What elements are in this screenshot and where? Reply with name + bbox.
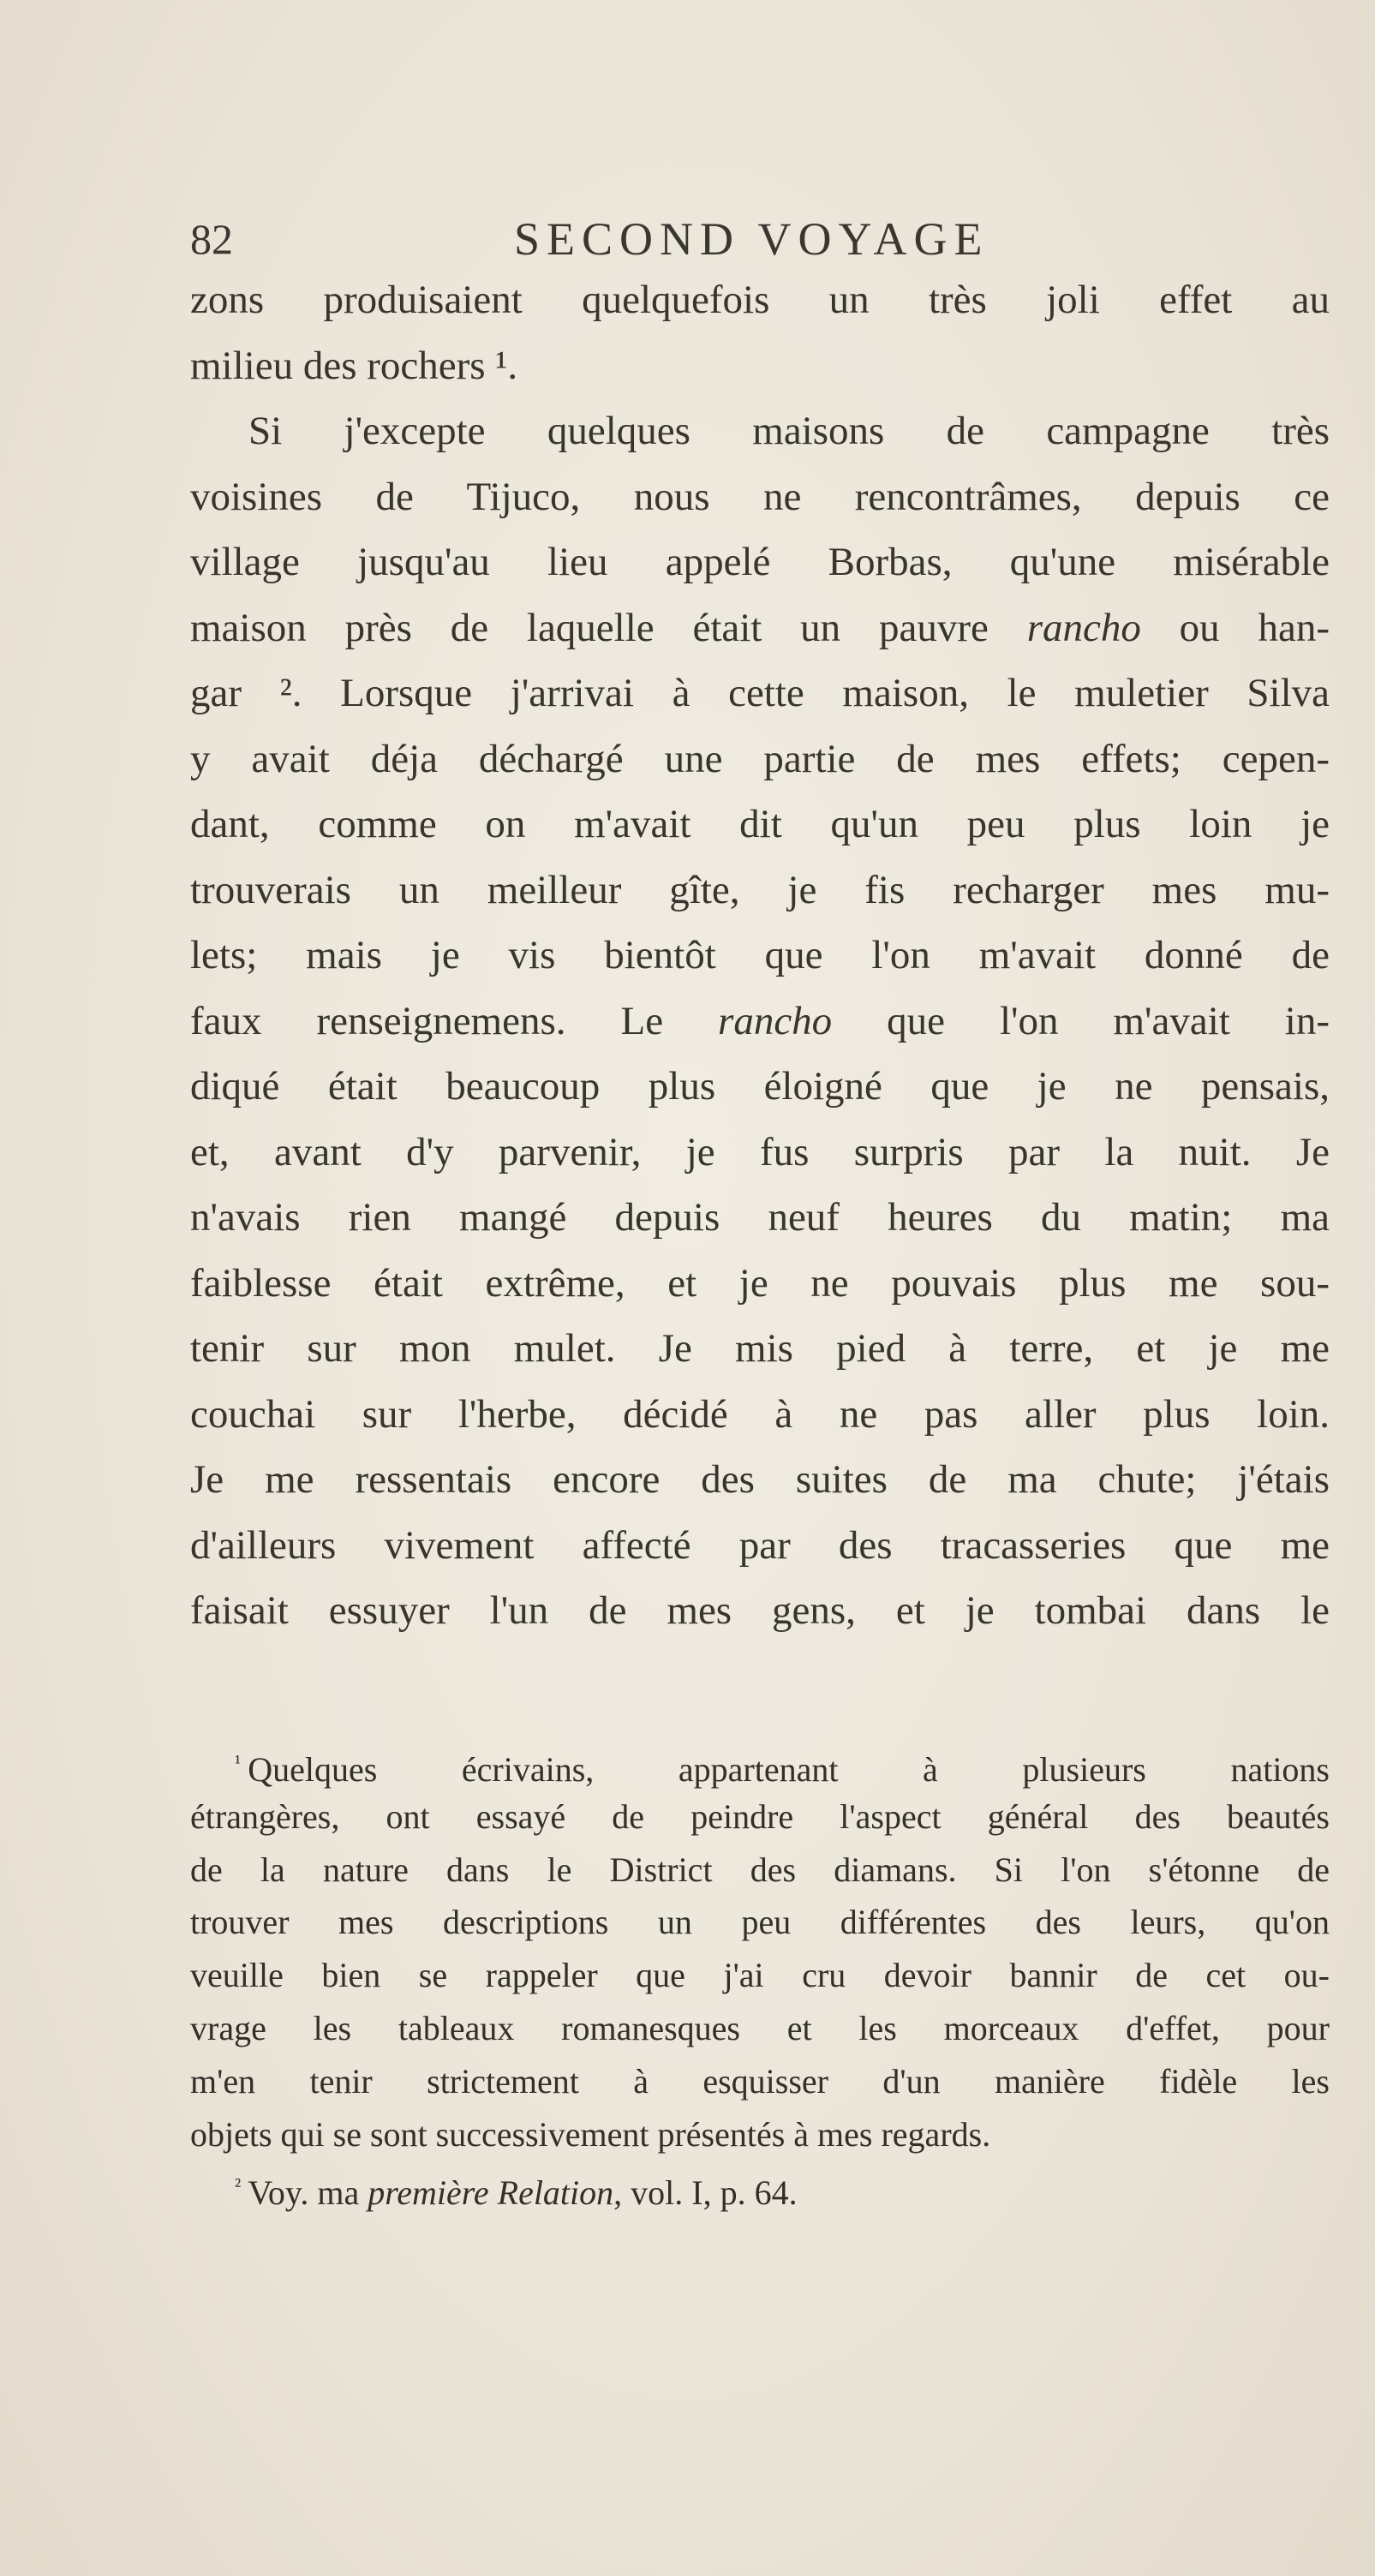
footnote-line <box>190 1737 1330 1790</box>
text-segment: maison près de laquelle était un pauvre <box>190 605 1027 650</box>
text-line: lets; mais je vis bientôt que l'on m'avait donné de <box>190 933 1330 977</box>
text-segment: ou han- <box>1140 605 1330 650</box>
text-line: couchai sur l'herbe, décidé à ne pas aller plus loin. <box>190 1391 1330 1437</box>
main-text <box>190 267 1330 1644</box>
footnote-text: , vol. I, p. 64. <box>613 2173 798 2213</box>
footnote-text: Voy. ma <box>248 2173 368 2213</box>
footnote-line: étrangères, ont essayé de peindre l'aspect général des beautés <box>190 1796 1330 1836</box>
text-line: diqué était beaucoup plus éloigné que je ne pensais, <box>190 1064 1330 1109</box>
text-line: faisait essuyer l'un de mes gens, et je tombai dans le <box>190 1588 1330 1633</box>
text-line: trouverais un meilleur gîte, je fis recharger mes mu- <box>190 867 1330 912</box>
text-line: Je me ressentais encore des suites de ma chute; j'étais <box>190 1457 1330 1502</box>
italic-word: rancho <box>718 998 833 1043</box>
footnote-line: de la nature dans le District des diamans. Si l'on s'étonne de <box>190 1850 1330 1889</box>
footnote-line: m'en tenir strictement à esquisser d'un manière fidèle les <box>190 2061 1330 2101</box>
text-line: Si j'excepte quelques maisons de campagne très <box>248 409 1330 453</box>
text-line: milieu des rochers ¹. <box>190 343 518 388</box>
text-line: gar ². Lorsque j'arrivai à cette maison, le muletier Silva <box>190 671 1330 715</box>
text-line: tenir sur mon mulet. Je mis pied à terre, et je me <box>190 1326 1330 1371</box>
running-head: SECOND VOYAGE <box>514 213 989 265</box>
footnotes <box>190 1737 1330 2214</box>
text-line: dant, comme on m'avait dit qu'un peu plus loin je <box>190 802 1330 846</box>
text-segment: que l'on m'avait in- <box>832 998 1330 1043</box>
footnote-text: Quelques écrivains, appartenant à plusieurs nations <box>248 1750 1330 1789</box>
text-line: y avait déja déchargé une partie de mes effets; cepen- <box>190 736 1330 781</box>
text-line <box>190 595 1330 661</box>
page-number: 82 <box>190 215 233 263</box>
footnote-line <box>190 2161 1330 2214</box>
text-line: d'ailleurs vivement affecté par des tracasseries que me <box>190 1522 1330 1568</box>
footnote-line: vrage les tableaux romanesques et les morceaux d'effet, pour <box>190 2008 1330 2047</box>
page-header <box>190 209 1047 269</box>
text-line: zons produisaient quelquefois un très joli effet au <box>190 278 1330 322</box>
text-segment: faux renseignemens. Le <box>190 998 719 1043</box>
text-line: faiblesse était extrême, et je ne pouvais plus me sou- <box>190 1260 1330 1306</box>
italic-word: rancho <box>1026 605 1141 650</box>
text-line <box>190 989 1330 1055</box>
text-line: et, avant d'y parvenir, je fus surpris par la nuit. Je <box>190 1129 1330 1174</box>
text-line: village jusqu'au lieu appelé Borbas, qu'une misérable <box>190 540 1330 584</box>
text-line: n'avais rien mangé depuis neuf heures du matin; ma <box>190 1195 1330 1240</box>
footnote-line: trouver mes descriptions un peu différentes des leurs, qu'on <box>190 1903 1330 1942</box>
text-line: voisines de Tijuco, nous ne rencontrâmes, depuis ce <box>190 474 1330 519</box>
footnote-marker: ¹ <box>235 1752 242 1774</box>
footnote-line: objets qui se sont successivement présentés à mes regards. <box>190 2114 991 2154</box>
italic-title: première Relation <box>368 2173 614 2213</box>
footnote-marker: ² <box>235 2175 242 2198</box>
footnote-line: veuille bien se rappeler que j'ai cru devoir bannir de cet ou- <box>190 1956 1330 1995</box>
